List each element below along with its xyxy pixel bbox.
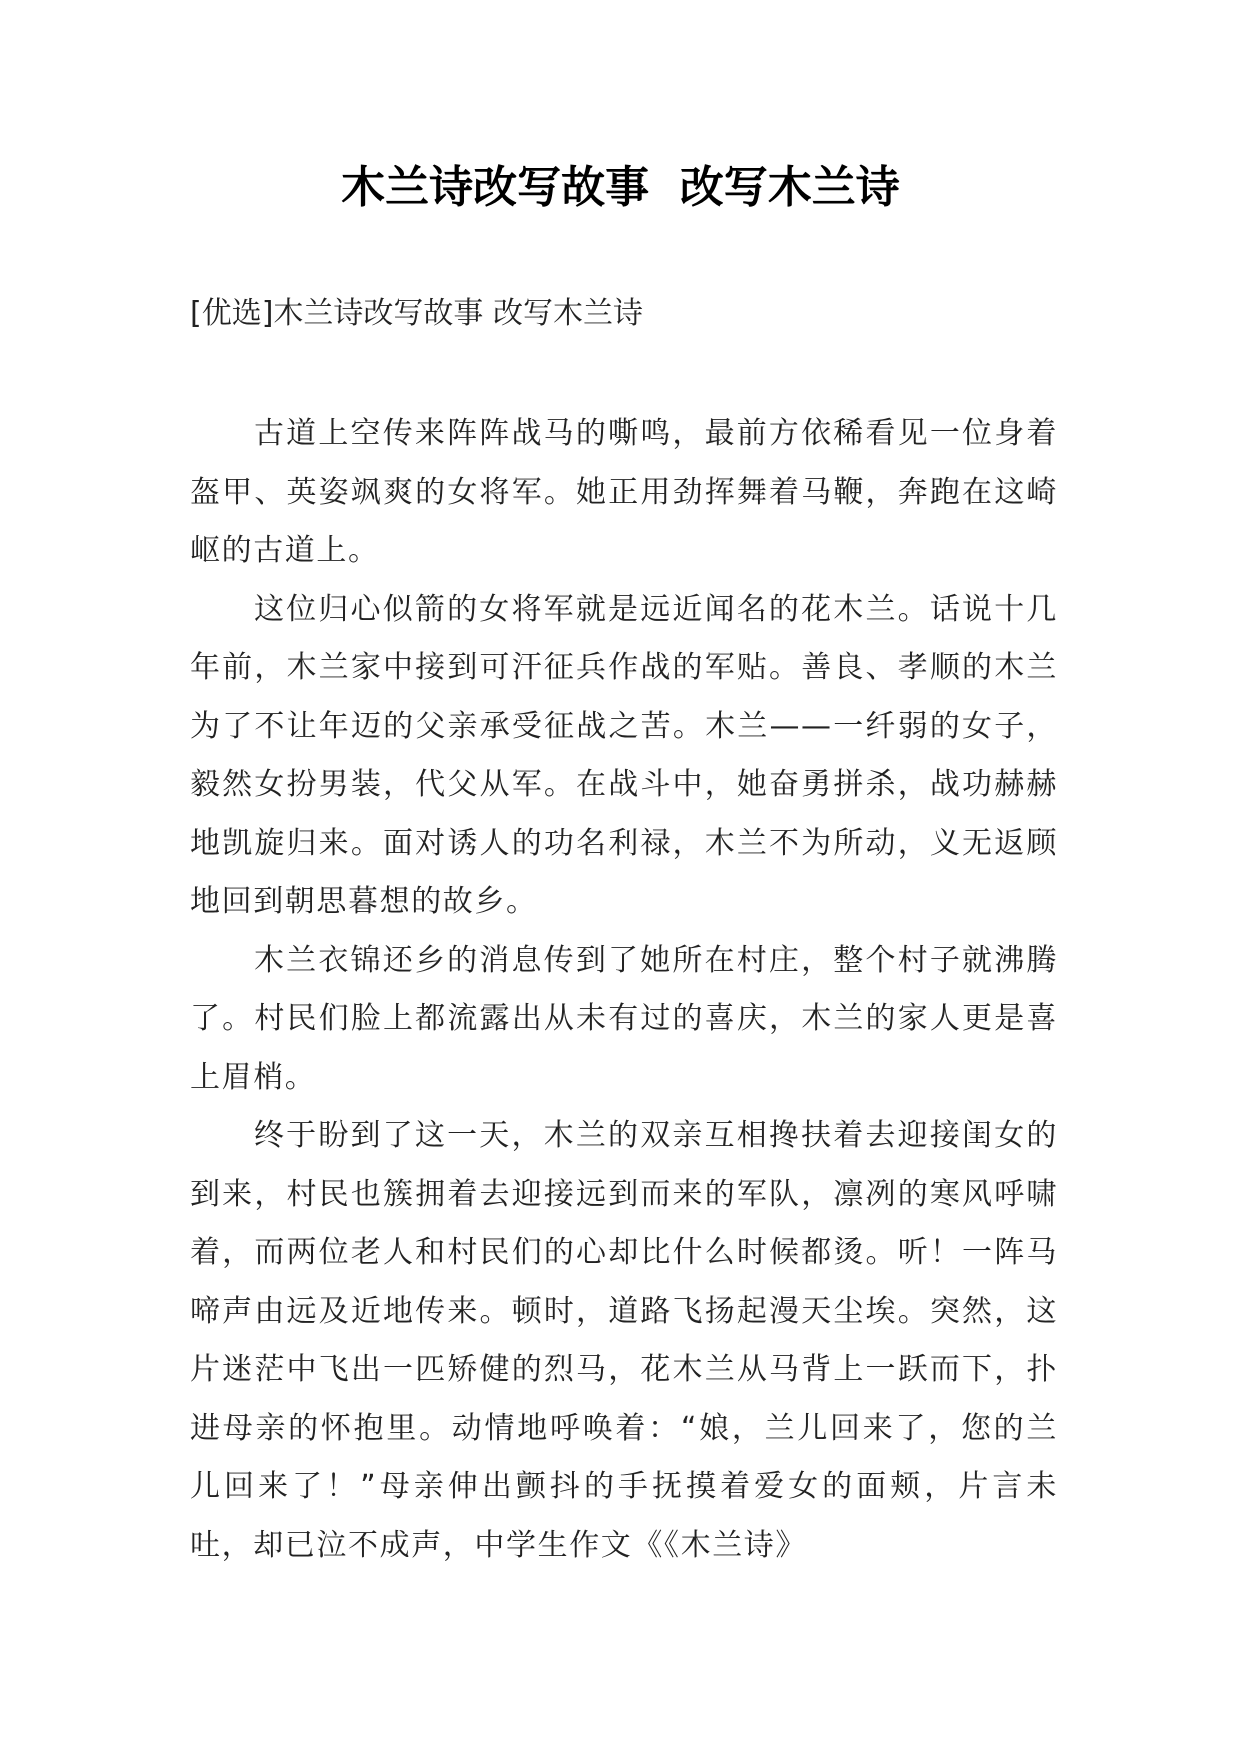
paragraph-3: 木兰衣锦还乡的消息传到了她所在村庄，整个村子就沸腾了。村民们脸上都流露出从未有过的喜庆，木兰的家人更是喜上眉梢。	[190, 942, 1058, 1095]
document-body	[190, 405, 1058, 1575]
document-title: 木兰诗改写故事 改写木兰诗	[341, 162, 900, 213]
paragraph-1: 古道上空传来阵阵战马的嘶鸣，最前方依稀看见一位身着盔甲、英姿飒爽的女将军。她正用劲挥舞着马鞭，奔跑在这崎岖的古道上。	[190, 416, 1058, 568]
paragraph-4: 终于盼到了这一天，木兰的双亲互相搀扶着去迎接闺女的到来，村民也簇拥着去迎接远到而来的军队，凛冽的寒风呼啸着，而两位老人和村民们的心却比什么时候都烫。听！一阵马啼声由远及近地传来。顿时，道路飞扬起漫天尘埃。突然，这片迷茫中飞出一匹矫健的烈马，花木兰从马背上一跃而下，扑进母亲的怀抱里。动情地呼唤着：“娘，兰儿回来了，您的兰儿回来了！”母亲伸出颤抖的手抚摸着爱女的面颊，片言未吐，却已泣不成声，中学生作文《《木兰诗》	[190, 1118, 1058, 1563]
document-subtitle: [优选]木兰诗改写故事 改写木兰诗	[190, 296, 643, 331]
paragraph-2: 这位归心似箭的女将军就是远近闻名的花木兰。话说十几年前，木兰家中接到可汗征兵作战的军贴。善良、孝顺的木兰为了不让年迈的父亲承受征战之苦。木兰——一纤弱的女子，毅然女扮男装，代父从军。在战斗中，她奋勇拼杀，战功赫赫地凯旋归来。面对诱人的功名利禄，木兰不为所动，义无返顾地回到朝思暮想的故乡。	[190, 591, 1058, 919]
